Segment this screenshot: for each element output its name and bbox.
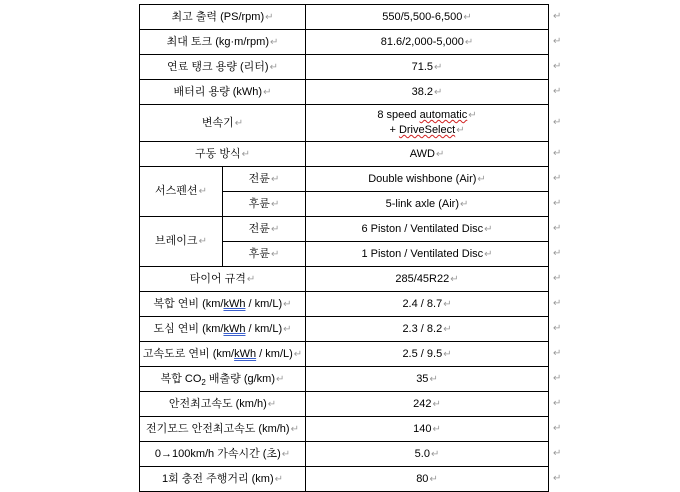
row-label: 1회 충전 주행거리 (km)↵ (140, 467, 306, 492)
row-end-mark: ↵ (553, 248, 562, 259)
row-value: 6 Piston / Ventilated Disc↵ (306, 217, 549, 242)
row-value: 140↵ (306, 417, 549, 442)
table-row (140, 317, 549, 342)
spec-table (139, 4, 549, 492)
row-end-mark: ↵ (553, 11, 562, 22)
table-row (140, 367, 549, 392)
row-value: 71.5↵ (306, 55, 549, 80)
row-end-mark: ↵ (553, 398, 562, 409)
row-value: 81.6/2,000-5,000↵ (306, 30, 549, 55)
row-value: 550/5,500-6,500↵ (306, 5, 549, 30)
table-row (140, 392, 549, 417)
table-row (140, 467, 549, 492)
row-end-mark: ↵ (553, 148, 562, 159)
row-label: 전기모드 안전최고속도 (km/h)↵ (140, 417, 306, 442)
group-label: 브레이크↵ (140, 217, 223, 267)
row-label: 변속기↵ (140, 105, 306, 142)
row-value: 2.4 / 8.7↵ (306, 292, 549, 317)
row-sublabel: 전륜↵ (223, 167, 306, 192)
row-sublabel: 전륜↵ (223, 217, 306, 242)
row-label: 배터리 용량 (kWh)↵ (140, 80, 306, 105)
row-end-mark: ↵ (553, 298, 562, 309)
row-value: 242↵ (306, 392, 549, 417)
row-label: 타이어 규격↵ (140, 267, 306, 292)
group-label: 서스펜션↵ (140, 167, 223, 217)
table-row (140, 55, 549, 80)
row-value: 285/45R22↵ (306, 267, 549, 292)
table-row (140, 292, 549, 317)
table-row (140, 267, 549, 292)
row-label: 고속도로 연비 (km/kWh / km/L)↵ (140, 342, 306, 367)
row-value: 8 speed automatic↵ + DriveSelect↵ (306, 105, 549, 142)
table-row (140, 442, 549, 467)
row-label: 복합 연비 (km/kWh / km/L)↵ (140, 292, 306, 317)
row-value: 5-link axle (Air)↵ (306, 192, 549, 217)
table-row (140, 417, 549, 442)
row-value: 35↵ (306, 367, 549, 392)
row-value: Double wishbone (Air)↵ (306, 167, 549, 192)
row-value: 38.2↵ (306, 80, 549, 105)
row-label: 최고 출력 (PS/rpm)↵ (140, 5, 306, 30)
table-row (140, 105, 549, 142)
row-end-mark: ↵ (553, 348, 562, 359)
row-value: 1 Piston / Ventilated Disc↵ (306, 242, 549, 267)
row-end-mark: ↵ (553, 117, 562, 128)
row-sublabel: 후륜↵ (223, 192, 306, 217)
row-end-mark: ↵ (553, 61, 562, 72)
row-end-mark: ↵ (553, 36, 562, 47)
row-end-mark: ↵ (553, 423, 562, 434)
row-label: 최대 토크 (kg·m/rpm)↵ (140, 30, 306, 55)
row-end-mark: ↵ (553, 198, 562, 209)
table-row (140, 5, 549, 30)
row-value: 5.0↵ (306, 442, 549, 467)
row-end-mark: ↵ (553, 323, 562, 334)
table-row (140, 80, 549, 105)
row-sublabel: 후륜↵ (223, 242, 306, 267)
table-row (140, 342, 549, 367)
table-row (140, 217, 549, 242)
row-value: 80↵ (306, 467, 549, 492)
row-value: 2.3 / 8.2↵ (306, 317, 549, 342)
row-label: 복합 $CO_2$ 배출량 (g/km)↵ (140, 367, 306, 392)
table-row (140, 142, 549, 167)
row-end-mark: ↵ (553, 473, 562, 484)
table-row (140, 167, 549, 192)
row-label: 안전최고속도 (km/h)↵ (140, 392, 306, 417)
row-end-mark: ↵ (553, 373, 562, 384)
row-end-mark: ↵ (553, 448, 562, 459)
row-end-mark: ↵ (553, 223, 562, 234)
row-label: 0→100km/h 가속시간 (초)↵ (140, 442, 306, 467)
row-end-mark: ↵ (553, 273, 562, 284)
row-end-mark: ↵ (553, 173, 562, 184)
row-label: 도심 연비 (km/kWh / km/L)↵ (140, 317, 306, 342)
table-row (140, 30, 549, 55)
row-end-mark: ↵ (553, 86, 562, 97)
row-value: AWD↵ (306, 142, 549, 167)
row-label: 구동 방식↵ (140, 142, 306, 167)
row-label: 연료 탱크 용량 (리터)↵ (140, 55, 306, 80)
row-value: 2.5 / 9.5↵ (306, 342, 549, 367)
